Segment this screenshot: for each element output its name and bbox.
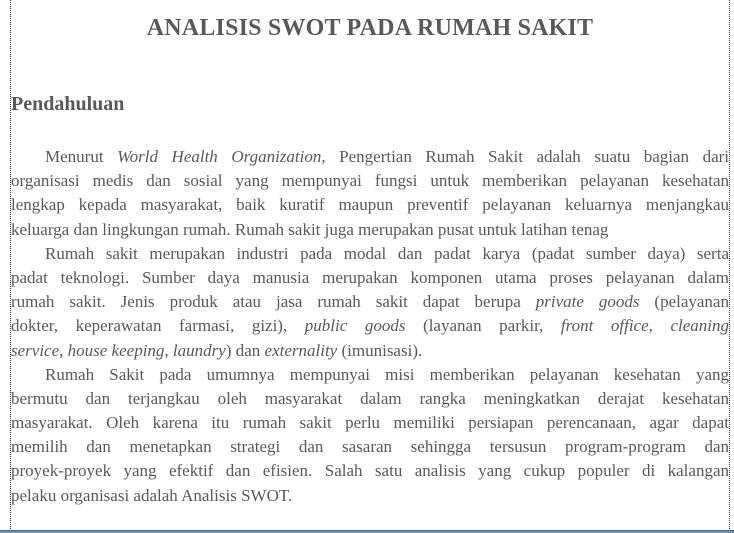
right-margin-guide xyxy=(729,0,730,533)
italic-term: house keeping xyxy=(67,340,165,360)
italic-term: front office xyxy=(560,316,649,336)
text-line: rumah sakit. Jenis produk atau jasa rumah sakit dapat berupa private goods (pelayanan xyxy=(11,292,729,312)
text-line: Rumah sakit merupakan industri pada modal dan padat karya (padat sumber daya) serta xyxy=(45,243,729,263)
italic-term: externality xyxy=(264,340,338,360)
text-line: masyarakat. Oleh karena itu rumah sakit perlu memiliki persiapan perencanaan, agar dapat xyxy=(11,413,729,433)
text-line: organisasi medis dan sosial yang mempunyai fungsi untuk memberikan pelayanan kesehatan xyxy=(11,171,729,191)
text-line: padat teknologi. Sumber daya manusia merupakan komponen utama proses pelayanan dalam xyxy=(11,267,729,287)
text-line: Rumah Sakit pada umumnya mempunyai misi memberikan pelayanan kesehatan yang xyxy=(45,364,729,384)
paragraph xyxy=(11,363,729,508)
text-line: service, house keeping, laundry) dan externality (imunisasi). xyxy=(11,340,423,360)
text-line: pelaku organisasi adalah Analisis SWOT. xyxy=(11,485,293,505)
paragraph xyxy=(11,242,729,363)
text-line: memilih dan menetapkan strategi dan sasaran sehingga tersusun program-program dan xyxy=(11,437,729,457)
italic-term: cleaning xyxy=(670,316,730,336)
text-line: dokter, keperawatan farmasi, gizi), public goods (layanan parkir, front office, cleaning xyxy=(11,316,730,336)
italic-term: service xyxy=(11,340,60,360)
italic-term: World Health Organization xyxy=(117,147,322,166)
italic-term: public goods xyxy=(304,316,406,336)
text-line: proyek-proyek yang efektif dan efisien. Salah satu analisis yang cukup populer di kalangan xyxy=(11,461,729,481)
body-text[interactable] xyxy=(11,145,729,508)
paragraph xyxy=(11,145,729,242)
section-heading: Pendahuluan xyxy=(11,93,125,115)
italic-term: private goods xyxy=(535,292,640,312)
text-line: Menurut World Health Organization, Pengertian Rumah Sakit adalah suatu bagian dari xyxy=(45,147,729,166)
text-line: bermutu dan terjangkau oleh masyarakat dalam rangka meningkatkan derajat kesehatan xyxy=(11,388,729,408)
text-line: keluarga dan lingkungan rumah. Rumah sakit juga merupakan pusat untuk latihan tenag xyxy=(11,219,609,239)
document-title: ANALISIS SWOT PADA RUMAH SAKIT xyxy=(146,15,594,41)
italic-term: laundry xyxy=(172,340,226,360)
text-line: lengkap kepada masyarakat, baik kuratif maupun preventif pelayanan keluarnya menjangkau xyxy=(11,195,729,215)
